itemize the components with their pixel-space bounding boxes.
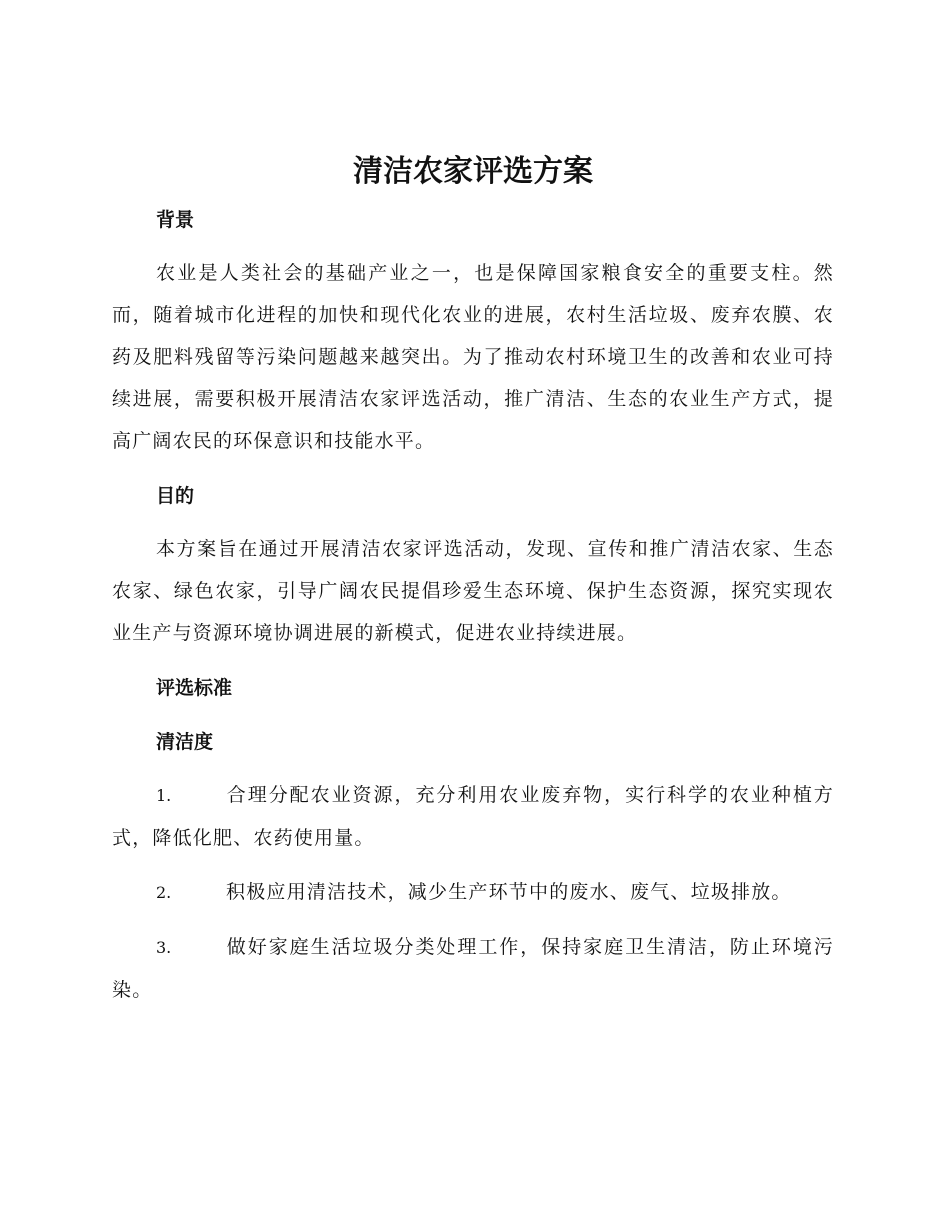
background-paragraph: 农业是人类社会的基础产业之一，也是保障国家粮食安全的重要支柱。然而，随着城市化进程的加快和现代化农业的进展，农村生活垃圾、废弃农膜、农药及肥料残留等污染问题越来越突出。为了推动农村环境卫生的改善和农业可持续进展，需要积极开展清洁农家评选活动，推广清洁、生态的农业生产方式，提高广阔农民的环保意识和技能水平。 bbox=[112, 262, 834, 452]
list-item-text: 做好家庭生活垃圾分类处理工作，保持家庭卫生清洁，防止环境污染。 bbox=[112, 936, 834, 1001]
list-item-text: 积极应用清洁技术，减少生产环节中的废水、废气、垃圾排放。 bbox=[226, 881, 792, 903]
section-heading-purpose: 目的 bbox=[156, 485, 195, 507]
list-item-text: 合理分配农业资源，充分利用农业废弃物，实行科学的农业种植方式，降低化肥、农药使用量。 bbox=[112, 784, 834, 849]
list-item bbox=[112, 774, 834, 859]
document-title: 清洁农家评选方案 bbox=[353, 154, 593, 189]
document-body bbox=[112, 148, 834, 1011]
section-heading-criteria: 评选标准 bbox=[156, 677, 233, 699]
list-item bbox=[112, 871, 834, 914]
section-heading-background: 背景 bbox=[156, 209, 195, 231]
list-item bbox=[112, 926, 834, 1011]
list-item-number: 1. bbox=[156, 786, 172, 805]
list-item-number: 3. bbox=[156, 938, 172, 957]
purpose-paragraph: 本方案旨在通过开展清洁农家评选活动，发现、宣传和推广清洁农家、生态农家、绿色农家，引导广阔农民提倡珍爱生态环境、保护生态资源，探究实现农业生产与资源环境协调进展的新模式，促进农业持续进展。 bbox=[112, 538, 834, 644]
subsection-heading-cleanliness: 清洁度 bbox=[156, 731, 214, 753]
list-item-number: 2. bbox=[156, 883, 172, 902]
